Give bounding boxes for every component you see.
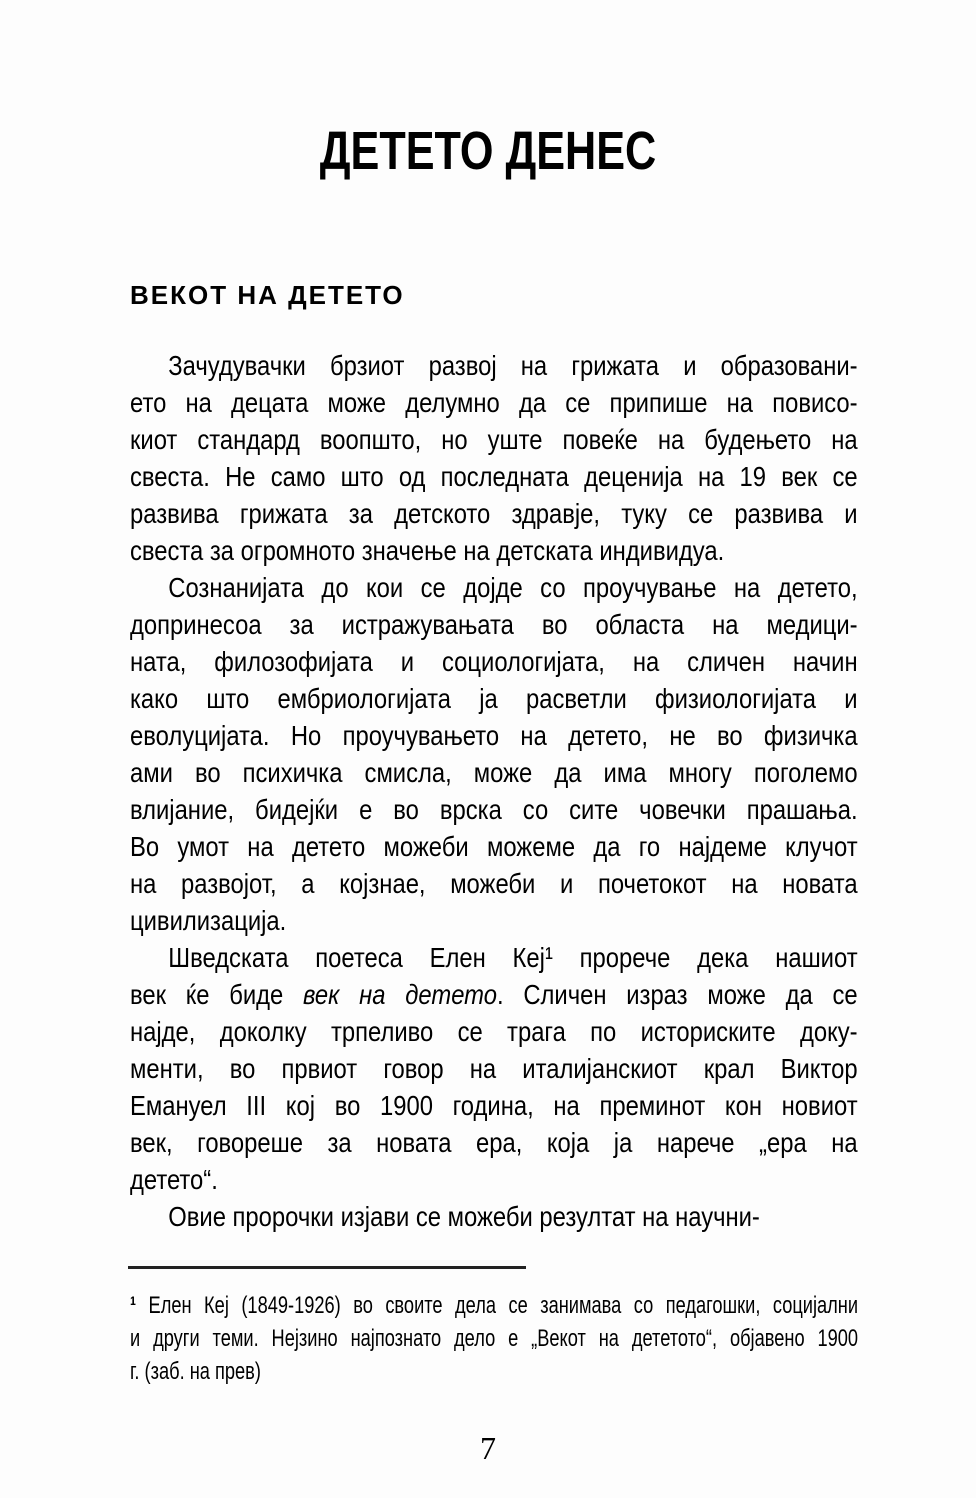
text-line: свеста за огромното значење на детската индивидуа. — [130, 535, 725, 566]
text-line: Зачудувачки брзиот развој на грижата и образовани- — [168, 350, 858, 381]
text-line: свеста. Не само што од последната деценија на 19 век се — [130, 461, 858, 492]
footnote-separator — [128, 1266, 526, 1269]
text-line: ето на децата може делумно да се припише на повисо- — [130, 387, 858, 418]
text-line: Емануел III кој во 1900 година, на преминот кон новиот — [130, 1090, 858, 1121]
text-line: Шведската поетеса Елен Кеј¹ прорече дека нашиот — [168, 942, 858, 973]
text-line: цивилизација. — [130, 905, 287, 936]
paragraph — [130, 939, 858, 1198]
paragraph — [130, 347, 858, 569]
text-line: како што ембриологијата ја расветли физиологијата и — [130, 683, 858, 714]
text-line: век ќе биде век на детето. Сличен израз може да се — [130, 979, 858, 1010]
text-line: развива грижата за детското здравје, туку се развива и — [130, 498, 858, 529]
text-line: Овие пророчки изјави се можеби резултат на научни- — [168, 1201, 760, 1232]
page-number: 7 — [480, 1430, 496, 1466]
text-line: Сознанијата до кои се дојде со проучување на детето, — [168, 572, 858, 603]
text-line: век, говореше за новата ера, која ја нарече „ера на — [130, 1127, 858, 1158]
text-line: еволуцијата. Но проучувањето на детето, не во физичка — [130, 720, 858, 751]
text-line: Во умот на детето можеби можеме да го најдеме клучот — [130, 831, 858, 862]
text-line: најде, доколку трпеливо се трага по историските доку- — [130, 1016, 858, 1047]
section-heading: ВЕКОТ НА ДЕТЕТО — [130, 280, 405, 310]
text-line: киот стандард воопшто, но уште повеќе на будењето на — [130, 424, 858, 455]
text-line: влијание, бидејќи е во врска со сите човечки прашања. — [130, 794, 858, 825]
paragraph — [130, 1198, 858, 1235]
text-line: допринесоа за истражувањата во областа на медици- — [130, 609, 858, 640]
text-line: г. (заб. на прев) — [130, 1358, 261, 1385]
paragraph — [130, 569, 858, 939]
body-text — [130, 347, 858, 1235]
text-line: ната, филозофијата и социологијата, на сличен начин — [130, 646, 858, 677]
page-title: ДЕТЕТО ДЕНЕС — [319, 121, 657, 181]
text-line: ами во психичка смисла, може да има многу поголемо — [130, 757, 858, 788]
footnote — [130, 1289, 858, 1388]
text-line: менти, во првиот говор на италијанскиот крал Виктор — [130, 1053, 858, 1084]
text-line: на развојот, а којзнае, можеби и почетокот на новата — [130, 868, 858, 899]
text-line: детето“. — [130, 1164, 218, 1195]
text-line: и други теми. Нејзино најпознато дело е „Векот на дететото“, објавено 1900 — [130, 1325, 859, 1352]
text-line: ¹ Елен Кеј (1849-1926) во своите дела се занимава со педагошки, социјални — [130, 1292, 859, 1319]
